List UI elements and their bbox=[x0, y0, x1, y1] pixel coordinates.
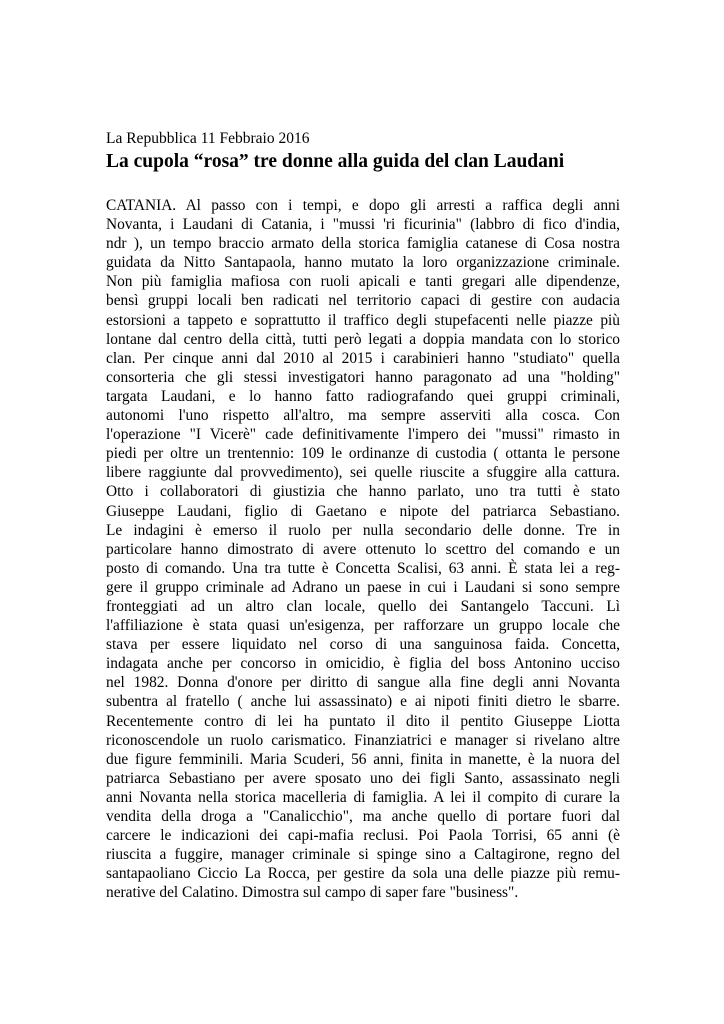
body-line: estorsioni a tappeto e soprattutto il traffico degli stupefacenti nelle piazze più bbox=[106, 311, 620, 329]
body-line: Non più famiglia mafiosa con ruoli apicali e tanti gregari alle dipendenze, bbox=[106, 273, 620, 291]
article-body bbox=[106, 196, 620, 902]
body-line: guidata da Nitto Santapaola, hanno mutato la loro organizzazione criminale. bbox=[106, 254, 620, 272]
body-line: subentra al fratello ( anche lui assassinato) e ai nipoti finiti dietro le sbarre. bbox=[106, 693, 620, 711]
body-line: CATANIA. Al passo con i tempi, e dopo gli arresti a raffica degli anni bbox=[106, 197, 620, 214]
body-line: carcere le indicazioni dei capi-mafia reclusi. Poi Paola Torrisi, 65 anni (è bbox=[106, 827, 620, 845]
body-line: Recentemente contro di lei ha puntato il dito il pentito Giuseppe Liotta bbox=[106, 712, 620, 730]
body-line: nel 1982. Donna d'onore per diritto di sangue alla fine degli anni Novanta bbox=[106, 674, 620, 692]
body-line: due figure femminili. Maria Scuderi, 56 anni, finita in manette, è la nuora del bbox=[106, 750, 620, 768]
body-line: lontane dal centro della città, tutti però legati a doppia mandata con lo storico bbox=[106, 330, 620, 348]
body-line: riconoscendole un ruolo carismatico. Finanziatrici e manager si rivelano altre bbox=[106, 731, 620, 749]
body-line: l'operazione "I Vicerè" cade definitivamente l'impero dei "mussi" rimasto in bbox=[106, 426, 620, 444]
body-line: clan. Per cinque anni dal 2010 al 2015 i carabinieri hanno "studiato" quella bbox=[106, 349, 620, 367]
body-line: bensì gruppi locali ben radicati nel territorio capaci di gestire con audacia bbox=[106, 292, 620, 310]
body-line: targata Laudani, e lo hanno fatto radiografando quei gruppi criminali, bbox=[106, 387, 620, 405]
body-line: Otto i collaboratori di giustizia che hanno parlato, uno tra tutti è stato bbox=[106, 483, 620, 501]
body-line: posto di comando. Una tra tutte è Concetta Scalisi, 63 anni. È stata lei a reg- bbox=[106, 559, 620, 577]
body-line: autonomi l'uno rispetto all'altro, ma sempre asserviti alla cosca. Con bbox=[106, 407, 620, 425]
body-line: santapaoliano Ciccio La Rocca, per gestire da sola una delle piazze più remu- bbox=[106, 865, 620, 883]
body-line: nerative del Calatino. Dimostra sul campo di saper fare "business". bbox=[106, 884, 519, 902]
body-line: l'affiliazione è stata quasi un'esigenza, per rafforzare un gruppo locale che bbox=[106, 617, 620, 635]
body-line: patriarca Sebastiano per avere sposato uno dei figli Santo, assassinato negli bbox=[106, 769, 620, 787]
article-title: La cupola “rosa” tre donne alla guida del clan Laudani bbox=[106, 151, 565, 172]
body-line: stava per essere liquidato nel corso di una sanguinosa faida. Concetta, bbox=[106, 636, 620, 654]
body-line: libere raggiunte dal provvedimento), sei quelle riuscite a sfuggire alla cattura. bbox=[106, 464, 620, 482]
body-line: ndr ), un tempo braccio armato della storica famiglia catanese di Cosa nostra bbox=[106, 235, 620, 253]
body-line: Giuseppe Laudani, figlio di Gaetano e nipote del patriarca Sebastiano. bbox=[106, 502, 620, 520]
body-line: gere il gruppo criminale ad Adrano un paese in cui i Laudani si sono sempre bbox=[106, 578, 620, 596]
body-line: Novanta, i Laudani di Catania, i "mussi 'ri ficurinia" (labbro di fico d'india, bbox=[106, 216, 620, 234]
body-line: indagata anche per concorso in omicidio, è figlia del boss Antonino ucciso bbox=[106, 655, 620, 673]
body-line: piedi per oltre un trentennio: 109 le ordinanze di custodia ( ottanta le persone bbox=[106, 445, 620, 463]
body-line: anni Novanta nella storica macelleria di famiglia. A lei il compito di curare la bbox=[106, 788, 620, 806]
document-page bbox=[106, 130, 620, 902]
source-line: La Repubblica 11 Febbraio 2016 bbox=[106, 130, 310, 147]
body-line: riuscita a fuggire, manager criminale si spinge sino a Caltagirone, regno del bbox=[106, 846, 620, 864]
body-line: consorteria che gli stessi investigatori hanno paragonato ad una "holding" bbox=[106, 368, 620, 386]
body-line: particolare hanno dimostrato di avere ottenuto lo scettro del comando e un bbox=[106, 540, 620, 558]
body-line: vendita della droga a "Canalicchio", ma anche quello di portare fuori dal bbox=[106, 808, 620, 825]
body-line: fronteggiati ad un altro clan locale, quello dei Santangelo Taccuni. Lì bbox=[106, 597, 620, 615]
body-line: Le indagini è emerso il ruolo per nulla secondario delle donne. Tre in bbox=[106, 521, 620, 539]
